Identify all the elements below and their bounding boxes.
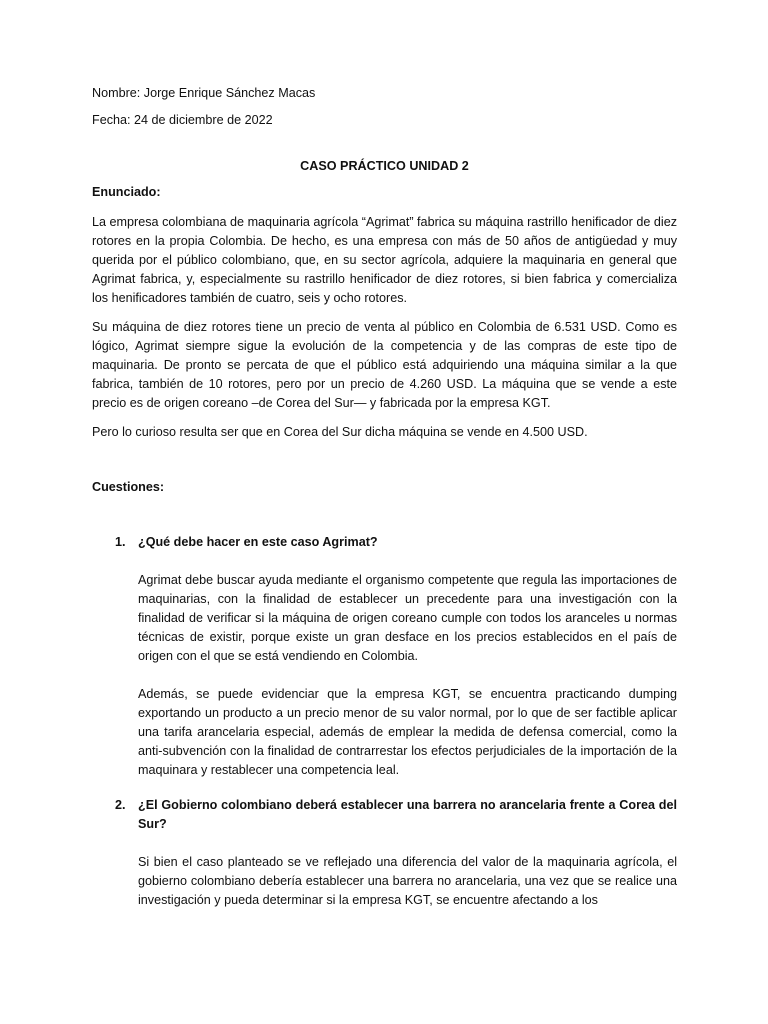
- document-page: [92, 84, 677, 910]
- enunciado-heading: Enunciado:: [92, 185, 161, 199]
- answer-1-paragraph-1: Agrimat debe buscar ayuda mediante el organismo competente que regula las importaciones de maquinarias, con la finalidad de establecer un precedente para una investigación con la finalidad de verificar si la máquina de origen coreano cumple con todos los aranceles u normas técnicas de existir, porque existe un gran desface en los precios establecidos en el país de origen con el que se está vendiendo en Colombia.: [138, 573, 677, 663]
- question-number-2: 2.: [115, 798, 126, 812]
- enunciado-paragraph-1: La empresa colombiana de maquinaria agrícola “Agrimat” fabrica su máquina rastrillo henificador de diez rotores en la propia Colombia. De hecho, es una empresa con más de 50 años de antigüedad y muy querida por el público colombiano, que, en su sector agrícola, adquiere la maquinaria en general que Agrimat fabrica, y, especialmente su rastrillo henificador de diez rotores, si bien fabrica y comercializa los henificadores también de cuatro, seis y ocho rotores.: [92, 215, 677, 305]
- question-text-1: ¿Qué debe hacer en este caso Agrimat?: [138, 535, 378, 549]
- document-date: Fecha: 24 de diciembre de 2022: [92, 113, 273, 127]
- enunciado-paragraph-3: Pero lo curioso resulta ser que en Corea del Sur dicha máquina se vende en 4.500 USD.: [92, 425, 588, 439]
- enunciado-paragraph-2: Su máquina de diez rotores tiene un precio de venta al público en Colombia de 6.531 USD. Como es lógico, Agrimat siempre sigue la evolución de la competencia y de las compras de este tipo de maquinaria. De pronto se percata de que el público está adquiriendo una máquina similar a la que fabrica, también de 10 rotores, pero por un precio de 4.260 USD. La máquina que se vende a este precio es de origen coreano –de Corea del Sur— y fabricada por la empresa KGT.: [92, 320, 677, 410]
- question-text-2: ¿El Gobierno colombiano deberá establecer una barrera no arancelaria frente a Corea del Sur?: [138, 798, 677, 831]
- author-name: Nombre: Jorge Enrique Sánchez Macas: [92, 86, 316, 100]
- answer-1-paragraph-2: Además, se puede evidenciar que la empresa KGT, se encuentra practicando dumping exportando un producto a un precio menor de su valor normal, por lo que de ser factible aplicar una tarifa arancelaria especial, además de emplear la medida de defensa comercial, como la anti-subvención con la finalidad de contrarrestar los efectos perjudiciales de la importación de la maquinara y restablecer una competencia leal.: [138, 687, 677, 777]
- question-number-1: 1.: [115, 535, 126, 549]
- question-item-2: [92, 796, 677, 910]
- cuestiones-heading: Cuestiones:: [92, 480, 165, 494]
- question-item-1: [92, 533, 677, 780]
- document-title: CASO PRÁCTICO UNIDAD 2: [300, 159, 469, 173]
- answer-2-paragraph-1: Si bien el caso planteado se ve reflejado una diferencia del valor de la maquinaria agrícola, el gobierno colombiano debería establecer una barrera no arancelaria, una vez que se realice una investigación y pueda determinar si la empresa KGT, se encuentre afectando a los: [138, 855, 677, 907]
